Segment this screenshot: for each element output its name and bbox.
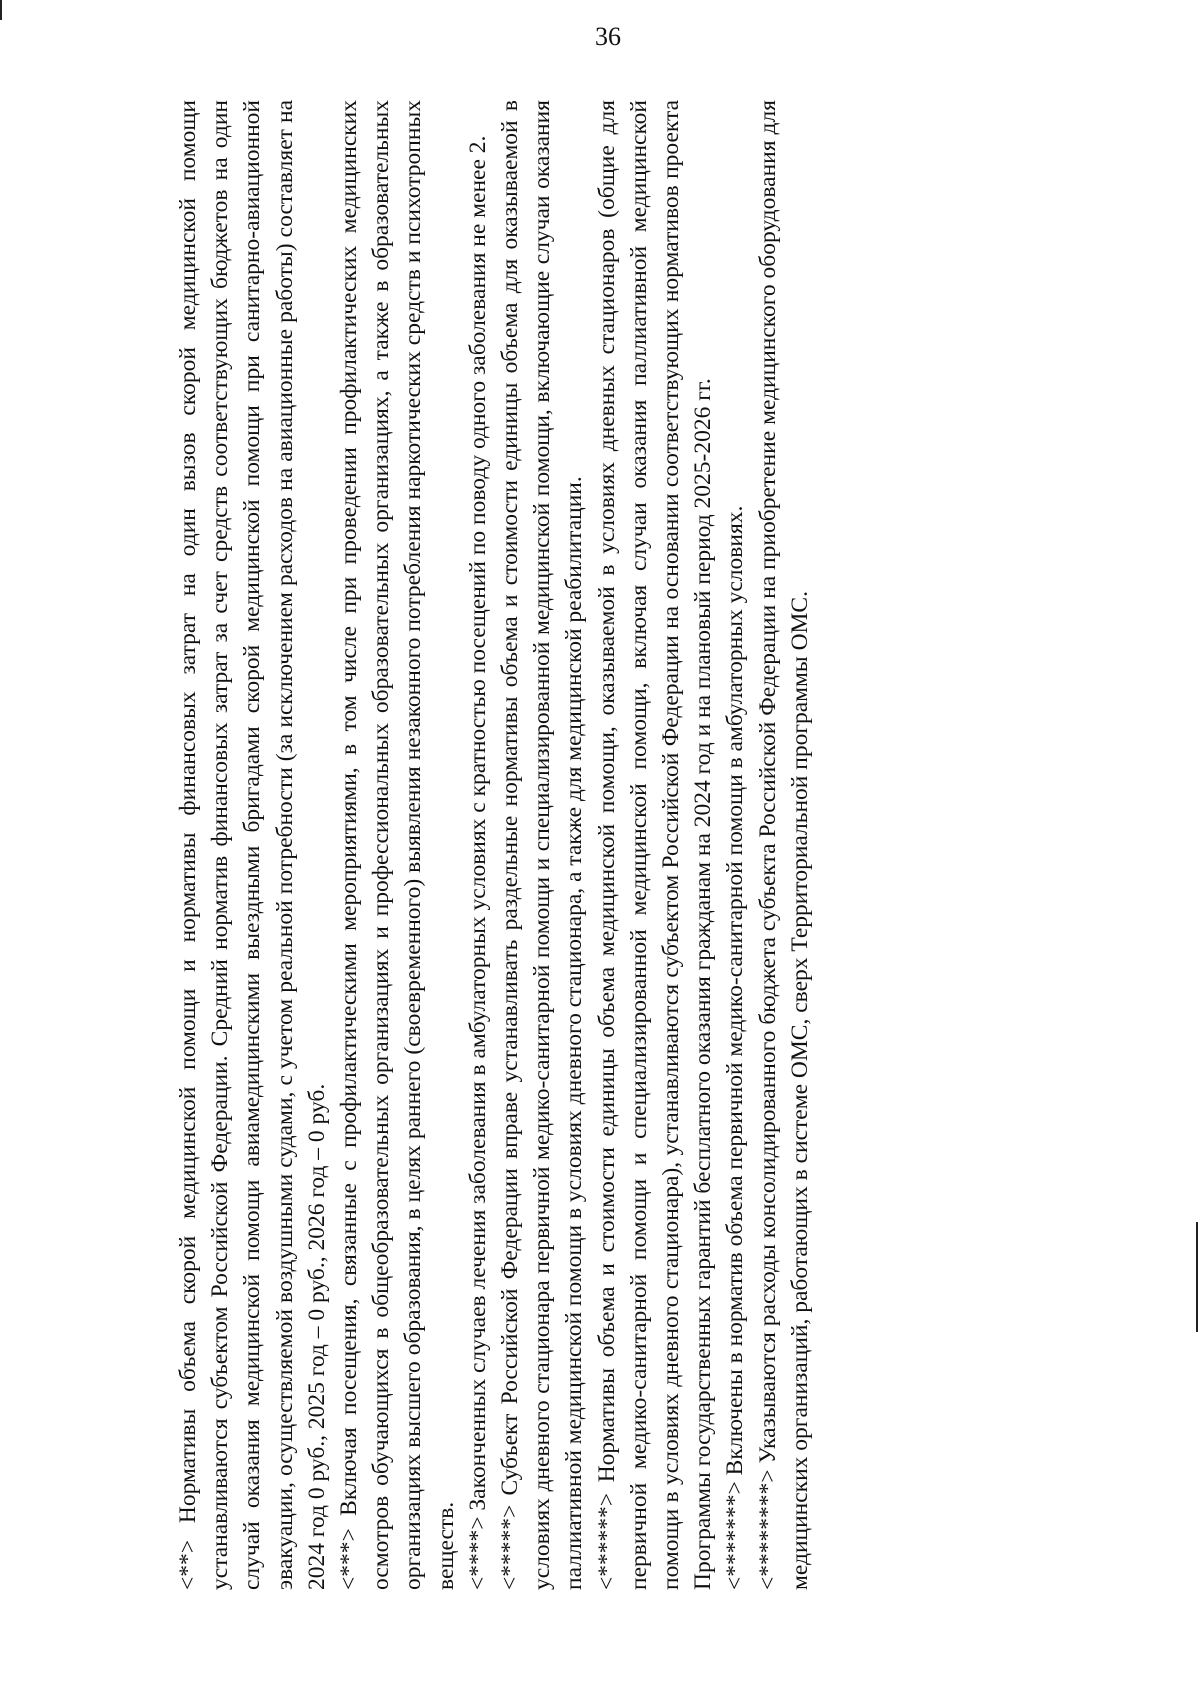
footnote-marker: <******> xyxy=(593,1492,620,1590)
footnote-marker: <****> xyxy=(464,1516,491,1590)
footnote-6 xyxy=(719,100,751,1590)
footnote-marker: <********> xyxy=(754,1469,781,1590)
footnote-text: Включены в норматив объема первичной медико-санитарной помощи в амбулаторных условиях. xyxy=(722,505,749,1476)
footnote-1 xyxy=(172,100,333,1590)
footnote-marker: <**> xyxy=(175,1539,201,1590)
footnote-4 xyxy=(494,100,591,1590)
footnote-3 xyxy=(462,100,494,1590)
scan-edge-mark xyxy=(0,0,2,20)
footnote-text: Нормативы объема скорой медицинской помощи и нормативы финансовых затрат на один вызов скорой медицинской помощи устанавливаются субъектом Российской Федерации. Средний норматив финансовых затрат за счет средств соответствующих бюджетов на один случай оказания медицинской помощи авиамедицинскими выездными бригадами скорой медицинской помощи при санитарно-авиационной эвакуации, осуществляемой воздушными судами, с учетом реальной потребности (за исключением расходов на авиационные работы) составляет на 2024 год 0 руб., 2025 год – 0 руб., 2026 год – 0 руб. xyxy=(175,100,330,1590)
footnote-marker: <*****> xyxy=(497,1504,524,1590)
footnote-text: Включая посещения, связанные с профилактическими мероприятиями, в том числе при проведении профилактических медицинских осмотров обучающихся в общеобразовательных организациях и профессиональных образовательных организациях, а также в образовательных организациях высшего образования, в целях раннего (своевременного) выявления незаконного потребления наркотических средств и психотропных веществ. xyxy=(336,99,459,1590)
footnotes-block xyxy=(172,100,816,1590)
footnote-text: Указываются расходы консолидированного бюджета субъекта Российской Федерации на приобретение медицинского оборудования для медицинских организаций, работающих в системе ОМС, сверх Территориальной программы ОМС. xyxy=(754,100,813,1590)
footnote-text: Законченных случаев лечения заболевания в амбулаторных условиях с кратностью посещений по поводу одного заболевания не менее 2. xyxy=(464,135,491,1511)
scan-edge-mark xyxy=(1196,1222,1198,1332)
footnote-marker: <*******> xyxy=(722,1481,749,1590)
footnote-marker: <***> xyxy=(336,1528,363,1590)
page-number: 36 xyxy=(595,22,621,51)
footnote-7 xyxy=(752,100,816,1590)
footnote-text: Субъект Российской Федерации вправе устанавливать раздельные нормативы объема и стоимости единицы объема для оказываемой в условиях дневного стационара первичной медико-санитарной помощи и специализированной медицинской помощи, включающие случаи оказания паллиативной медицинской помощи в условиях дневного стационара, а также для медицинской реабилитации. xyxy=(497,100,588,1590)
footnote-5 xyxy=(591,100,720,1590)
footnote-2 xyxy=(333,100,462,1590)
footnote-text: Нормативы объема и стоимости единицы объема медицинской помощи, оказываемой в условиях дневных стационаров (общие для первичной медико-санитарной помощи и специализированной медицинской помощи, включая случаи оказания паллиативной медицинской помощи в условиях дневного стационара), устанавливаются субъектом Российской Федерации на основании соответствующих нормативов проекта Программы государственных гарантий бесплатного оказания гражданам на 2024 год и на плановый период 2025-2026 гг. xyxy=(593,100,717,1590)
